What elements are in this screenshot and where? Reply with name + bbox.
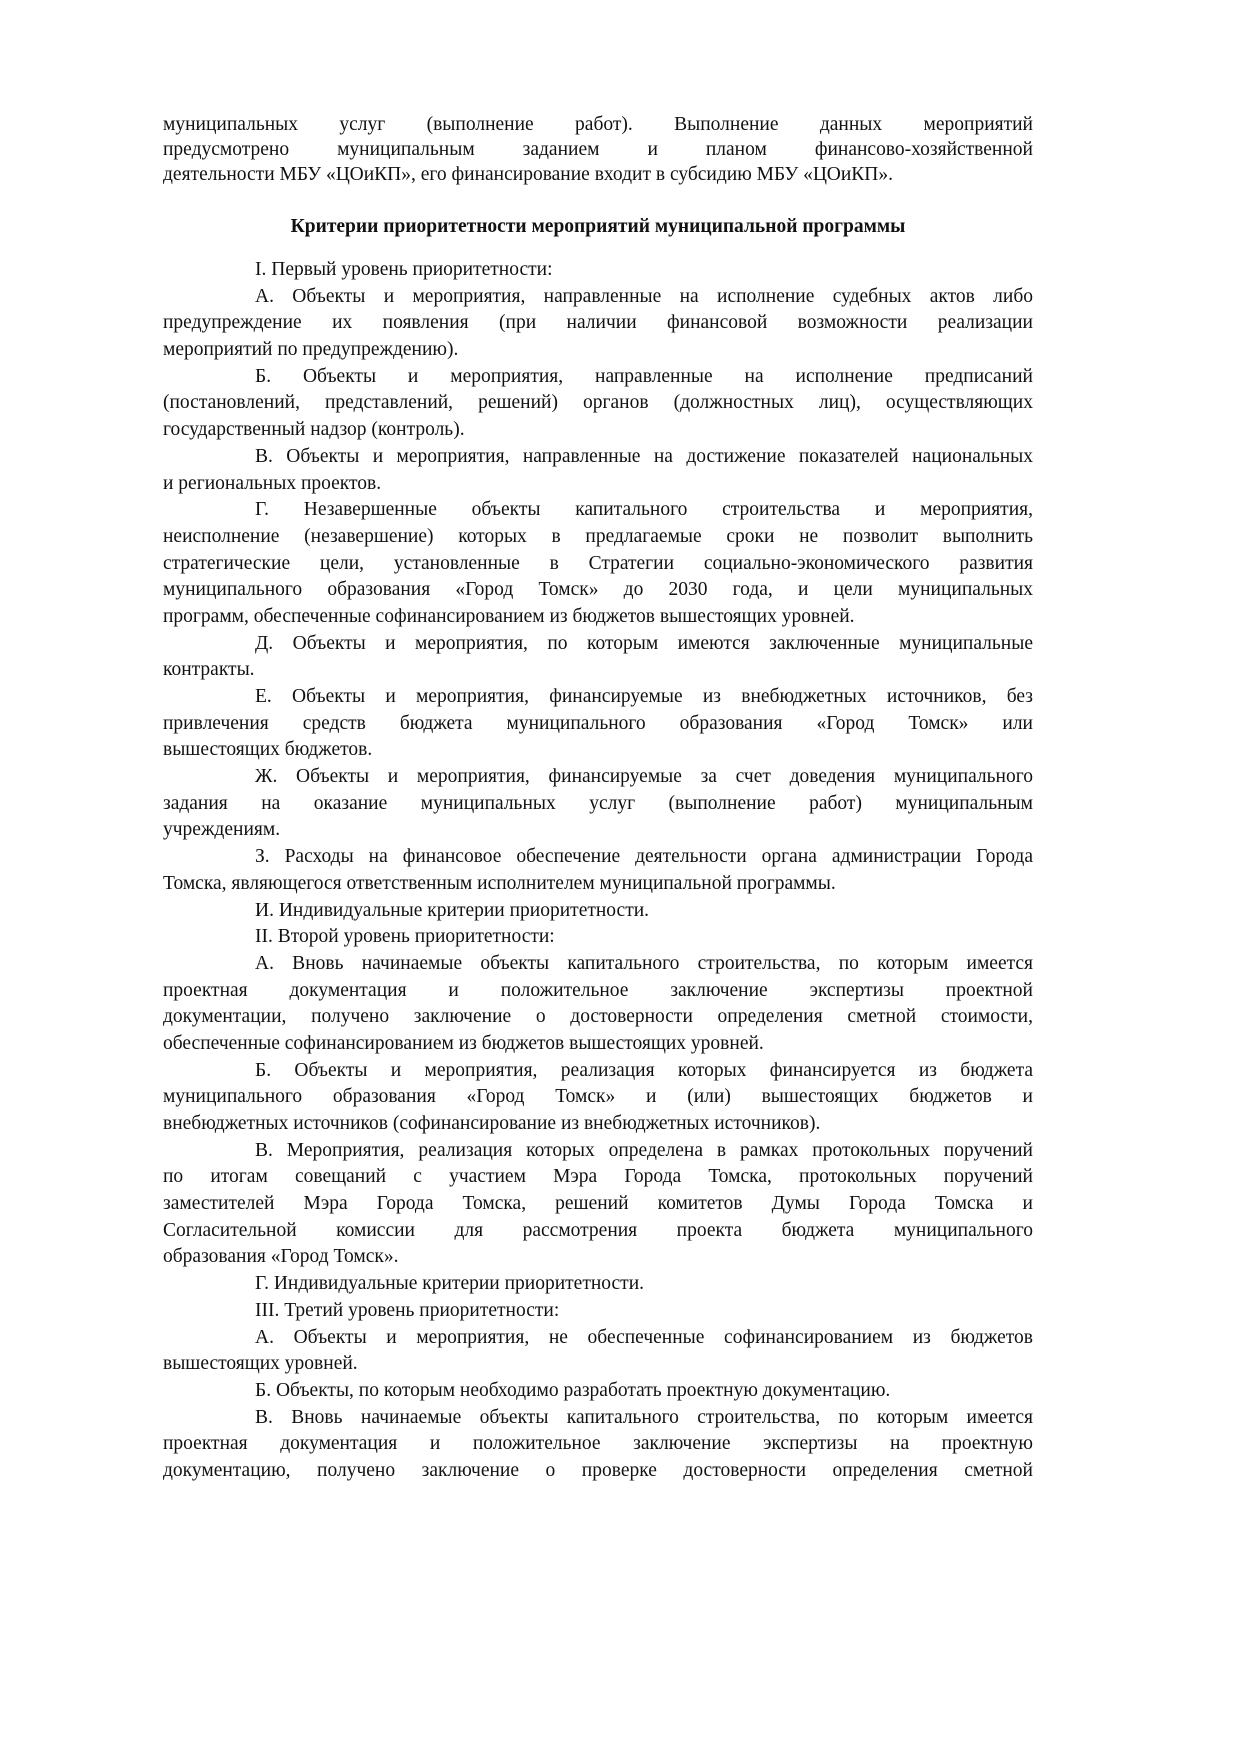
criteria-paragraph [163, 284, 1033, 364]
criteria-paragraph [163, 1138, 1033, 1271]
text-line: Томска, являющегося ответственным исполнителем муниципальной программы. [163, 872, 836, 894]
text-line: документации, получено заключение о достоверности определения сметной стоимости, [163, 1006, 1033, 1028]
text-line: А. Вновь начинаемые объекты капитального строительства, по которым имеется [255, 952, 1033, 974]
text-line: предупреждение их появления (при наличии финансовой возможности реализации [163, 312, 1033, 334]
text-line: вышестоящих уровней. [163, 1353, 358, 1375]
text-line: и региональных проектов. [163, 472, 382, 494]
text-line: мероприятий по предупреждению). [163, 339, 459, 361]
criteria-paragraph [163, 1378, 1033, 1405]
text-line: внебюджетных источников (софинансирование из внебюджетных источников). [163, 1113, 821, 1134]
section-title: Критерии приоритетности мероприятий муниципальной программы [290, 216, 906, 237]
text-line: I. Первый уровень приоритетности: [255, 259, 553, 280]
text-line: государственный надзор (контроль). [163, 419, 465, 441]
text-line: Согласительной комиссии для рассмотрения проекта бюджета муниципального [163, 1219, 1033, 1241]
criteria-paragraph [163, 257, 1033, 284]
criteria-paragraph [163, 1298, 1033, 1325]
criteria-paragraph [163, 364, 1033, 444]
text-line: по итогам совещаний с участием Мэра Города Томска, протокольных поручений [163, 1166, 1033, 1188]
text-line: В. Объекты и мероприятия, направленные на достижение показателей национальных [255, 445, 1033, 467]
text-line: А. Объекты и мероприятия, направленные на исполнение судебных актов либо [255, 285, 1033, 307]
text-line: стратегические цели, установленные в Стратегии социально-экономического развития [163, 552, 1033, 574]
text-line: заместителей Мэра Города Томска, решений комитетов Думы Города Томска и [163, 1193, 1033, 1215]
text-line: муниципального образования «Город Томск» до 2030 года, и цели муниципальных [163, 579, 1033, 601]
criteria-paragraph [163, 631, 1033, 684]
text-line: предусмотрено муниципальным заданием и планом финансово-хозяйственной [163, 139, 1033, 160]
criteria-paragraph [163, 898, 1033, 925]
text-line: деятельности МБУ «ЦОиКП», его финансирование входит в субсидию МБУ «ЦОиКП». [163, 164, 893, 185]
text-line: неисполнение (незавершение) которых в предлагаемые сроки не позволит выполнить [163, 525, 1033, 547]
criteria-paragraph [163, 844, 1033, 897]
text-line: Б. Объекты, по которым необходимо разработать проектную документацию. [255, 1379, 891, 1401]
text-line: Б. Объекты и мероприятия, направленные на исполнение предписаний [255, 365, 1033, 387]
text-line: муниципального образования «Город Томск» и (или) вышестоящих бюджетов и [163, 1086, 1033, 1108]
text-line: З. Расходы на финансовое обеспечение деятельности органа администрации Города [255, 846, 1033, 868]
text-line: проектная документация и положительное заключение экспертизы на проектную [163, 1433, 1033, 1455]
criteria-paragraph [163, 497, 1033, 630]
text-line: учреждениям. [163, 819, 281, 841]
criteria-paragraph [163, 684, 1033, 764]
criteria-paragraph [163, 764, 1033, 844]
text-line: В. Вновь начинаемые объекты капитального строительства, по которым имеется [255, 1406, 1033, 1428]
text-line: И. Индивидуальные критерии приоритетности. [255, 899, 650, 921]
criteria-paragraph [163, 1405, 1033, 1485]
text-line: вышестоящих бюджетов. [163, 739, 373, 761]
text-line: контракты. [163, 659, 255, 681]
text-line: муниципальных услуг (выполнение работ). Выполнение данных мероприятий [163, 114, 1033, 135]
text-line: задания на оказание муниципальных услуг (выполнение работ) муниципальным [163, 792, 1033, 814]
text-line: Д. Объекты и мероприятия, по которым имеются заключенные муниципальные [255, 632, 1033, 654]
text-line: обеспеченные софинансированием из бюджетов вышестоящих уровней. [163, 1032, 764, 1054]
text-line: Б. Объекты и мероприятия, реализация которых финансируется из бюджета [255, 1059, 1033, 1081]
criteria-paragraph [163, 924, 1033, 951]
text-line: проектная документация и положительное заключение экспертизы проектной [163, 979, 1033, 1001]
text-line: образования «Город Томск». [163, 1246, 399, 1268]
text-line: А. Объекты и мероприятия, не обеспеченные софинансированием из бюджетов [255, 1326, 1033, 1348]
criteria-list [163, 257, 1033, 1485]
text-line: II. Второй уровень приоритетности: [255, 926, 555, 948]
criteria-paragraph [163, 444, 1033, 497]
text-line: программ, обеспеченные софинансированием из бюджетов вышестоящих уровней. [163, 605, 855, 627]
text-line: Г. Незавершенные объекты капитального строительства и мероприятия, [255, 499, 1033, 521]
criteria-paragraph [163, 1058, 1033, 1138]
criteria-paragraph [163, 1325, 1033, 1378]
text-line: Ж. Объекты и мероприятия, финансируемые за счет доведения муниципального [255, 766, 1033, 788]
criteria-paragraph [163, 1271, 1033, 1298]
text-line: Г. Индивидуальные критерии приоритетности. [255, 1273, 645, 1295]
criteria-paragraph [163, 951, 1033, 1058]
text-line: Е. Объекты и мероприятия, финансируемые из внебюджетных источников, без [255, 686, 1033, 707]
text-line: III. Третий уровень приоритетности: [255, 1299, 560, 1321]
text-line: привлечения средств бюджета муниципального образования «Город Томск» или [163, 712, 1033, 734]
intro-paragraph [163, 112, 1033, 187]
text-line: (постановлений, представлений, решений) органов (должностных лиц), осуществляющих [163, 392, 1033, 414]
text-line: документацию, получено заключение о проверке достоверности определения сметной [163, 1459, 1033, 1481]
text-line: В. Мероприятия, реализация которых определена в рамках протокольных поручений [255, 1139, 1033, 1161]
